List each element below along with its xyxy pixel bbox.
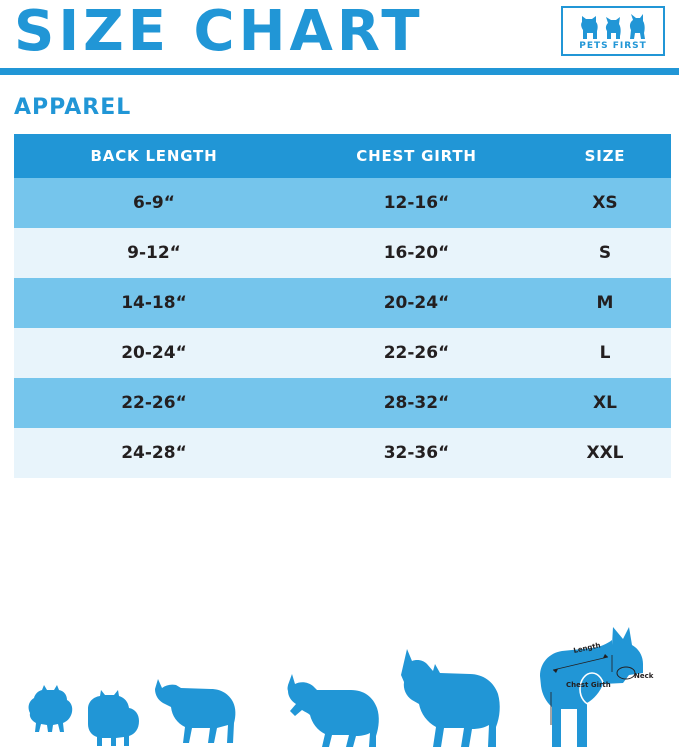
cell-chest-girth: 16-20“ <box>294 228 539 278</box>
cell-back-length: 14-18“ <box>14 278 294 328</box>
table-row <box>14 278 671 328</box>
page-header <box>0 0 679 68</box>
table-row <box>14 178 671 228</box>
column-header-back-length: BACK LENGTH <box>14 134 294 178</box>
table-row <box>14 228 671 278</box>
brand-logo-text: PETS FIRST <box>579 40 647 51</box>
column-header-chest-girth: CHEST GIRTH <box>294 134 539 178</box>
cell-chest-girth: 12-16“ <box>294 178 539 228</box>
cell-chest-girth: 20-24“ <box>294 278 539 328</box>
table-header-row <box>14 134 671 178</box>
beagle-silhouette-icon <box>155 679 235 743</box>
cell-size: XS <box>539 178 671 228</box>
brand-logo <box>561 6 665 56</box>
dog-cat-silhouette-icon <box>579 14 647 40</box>
column-header-size: SIZE <box>539 134 671 178</box>
terrier-silhouette-icon <box>401 649 500 747</box>
spaniel-silhouette-icon <box>288 674 379 747</box>
label-neck: Neck <box>634 672 654 680</box>
table-row <box>14 378 671 428</box>
cell-back-length: 22-26“ <box>14 378 294 428</box>
cell-size: XXL <box>539 428 671 478</box>
cell-back-length: 20-24“ <box>14 328 294 378</box>
cell-chest-girth: 28-32“ <box>294 378 539 428</box>
cell-size: XL <box>539 378 671 428</box>
section-title: APPAREL <box>14 95 132 120</box>
cell-back-length: 24-28“ <box>14 428 294 478</box>
label-chest-girth: Chest Girth <box>566 681 611 689</box>
table-row <box>14 328 671 378</box>
cell-size: M <box>539 278 671 328</box>
cell-size: L <box>539 328 671 378</box>
page-title: SIZE CHART <box>14 0 424 64</box>
great-dane-measurement-diagram-icon <box>540 627 654 747</box>
size-table <box>14 134 671 478</box>
dog-size-illustration <box>0 597 679 747</box>
cell-back-length: 6-9“ <box>14 178 294 228</box>
pomeranian-silhouette-icon <box>29 685 73 732</box>
label-length: Length <box>572 641 602 655</box>
cell-size: S <box>539 228 671 278</box>
table-row <box>14 428 671 478</box>
cell-back-length: 9-12“ <box>14 228 294 278</box>
cell-chest-girth: 32-36“ <box>294 428 539 478</box>
pug-silhouette-icon <box>88 690 139 746</box>
cell-chest-girth: 22-26“ <box>294 328 539 378</box>
header-divider <box>0 68 679 75</box>
